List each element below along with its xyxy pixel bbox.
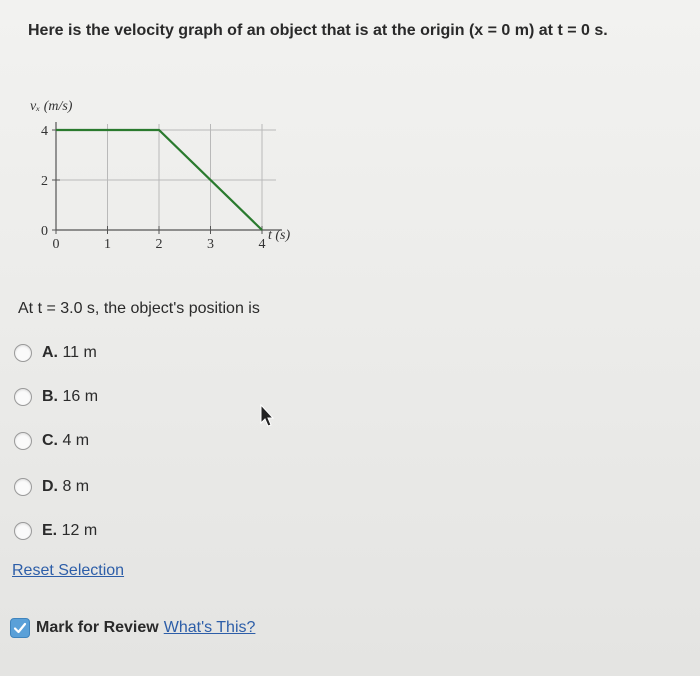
choice-letter: C. bbox=[42, 432, 58, 449]
choice-value: 16 m bbox=[62, 388, 99, 405]
choice-letter: B. bbox=[42, 388, 58, 405]
mark-for-review[interactable] bbox=[10, 618, 255, 638]
radio-button-e[interactable] bbox=[14, 522, 32, 540]
checkmark-icon bbox=[13, 621, 27, 635]
radio-button-b[interactable] bbox=[14, 388, 32, 406]
x-tick-label: 3 bbox=[207, 237, 214, 252]
y-tick-label: 4 bbox=[41, 124, 48, 139]
graph-ticks bbox=[41, 124, 266, 252]
choice-d[interactable] bbox=[14, 475, 89, 499]
x-tick-label: 2 bbox=[155, 237, 163, 252]
reset-selection-link[interactable]: Reset Selection bbox=[12, 562, 125, 579]
y-tick-label: 2 bbox=[41, 174, 48, 189]
y-tick-label: 0 bbox=[41, 224, 48, 239]
choice-a[interactable] bbox=[14, 341, 97, 365]
choice-value: 11 m bbox=[62, 344, 97, 361]
radio-button-a[interactable] bbox=[14, 344, 32, 362]
x-tick-label: 4 bbox=[258, 237, 266, 252]
choice-letter: D. bbox=[42, 478, 58, 495]
velocity-graph bbox=[18, 92, 318, 272]
choice-e[interactable] bbox=[14, 519, 97, 543]
mark-for-review-label: Mark for Review bbox=[36, 619, 159, 636]
choice-letter: E. bbox=[42, 522, 58, 539]
radio-button-d[interactable] bbox=[14, 478, 32, 496]
choice-letter: A. bbox=[42, 344, 58, 361]
mouse-pointer-icon bbox=[259, 404, 275, 428]
choice-value: 8 m bbox=[62, 478, 90, 495]
choice-value: 12 m bbox=[61, 522, 98, 539]
question-text: Here is the velocity graph of an object that is at the origin (x = 0 m) at t = 0 s. bbox=[28, 22, 608, 39]
whats-this-link[interactable]: What's This? bbox=[163, 619, 256, 636]
graph-grid bbox=[56, 124, 276, 230]
choice-c[interactable] bbox=[14, 429, 89, 453]
radio-button-c[interactable] bbox=[14, 432, 32, 450]
y-axis-label: vₓ (m/s) bbox=[30, 99, 73, 114]
x-tick-label: 0 bbox=[52, 237, 60, 252]
choice-b[interactable] bbox=[14, 385, 98, 409]
choice-value: 4 m bbox=[62, 432, 90, 449]
x-tick-label: 1 bbox=[104, 237, 111, 252]
mark-for-review-checkbox[interactable] bbox=[10, 618, 30, 638]
x-axis-label: t (s) bbox=[268, 228, 291, 243]
question-prompt: At t = 3.0 s, the object's position is bbox=[18, 300, 260, 317]
